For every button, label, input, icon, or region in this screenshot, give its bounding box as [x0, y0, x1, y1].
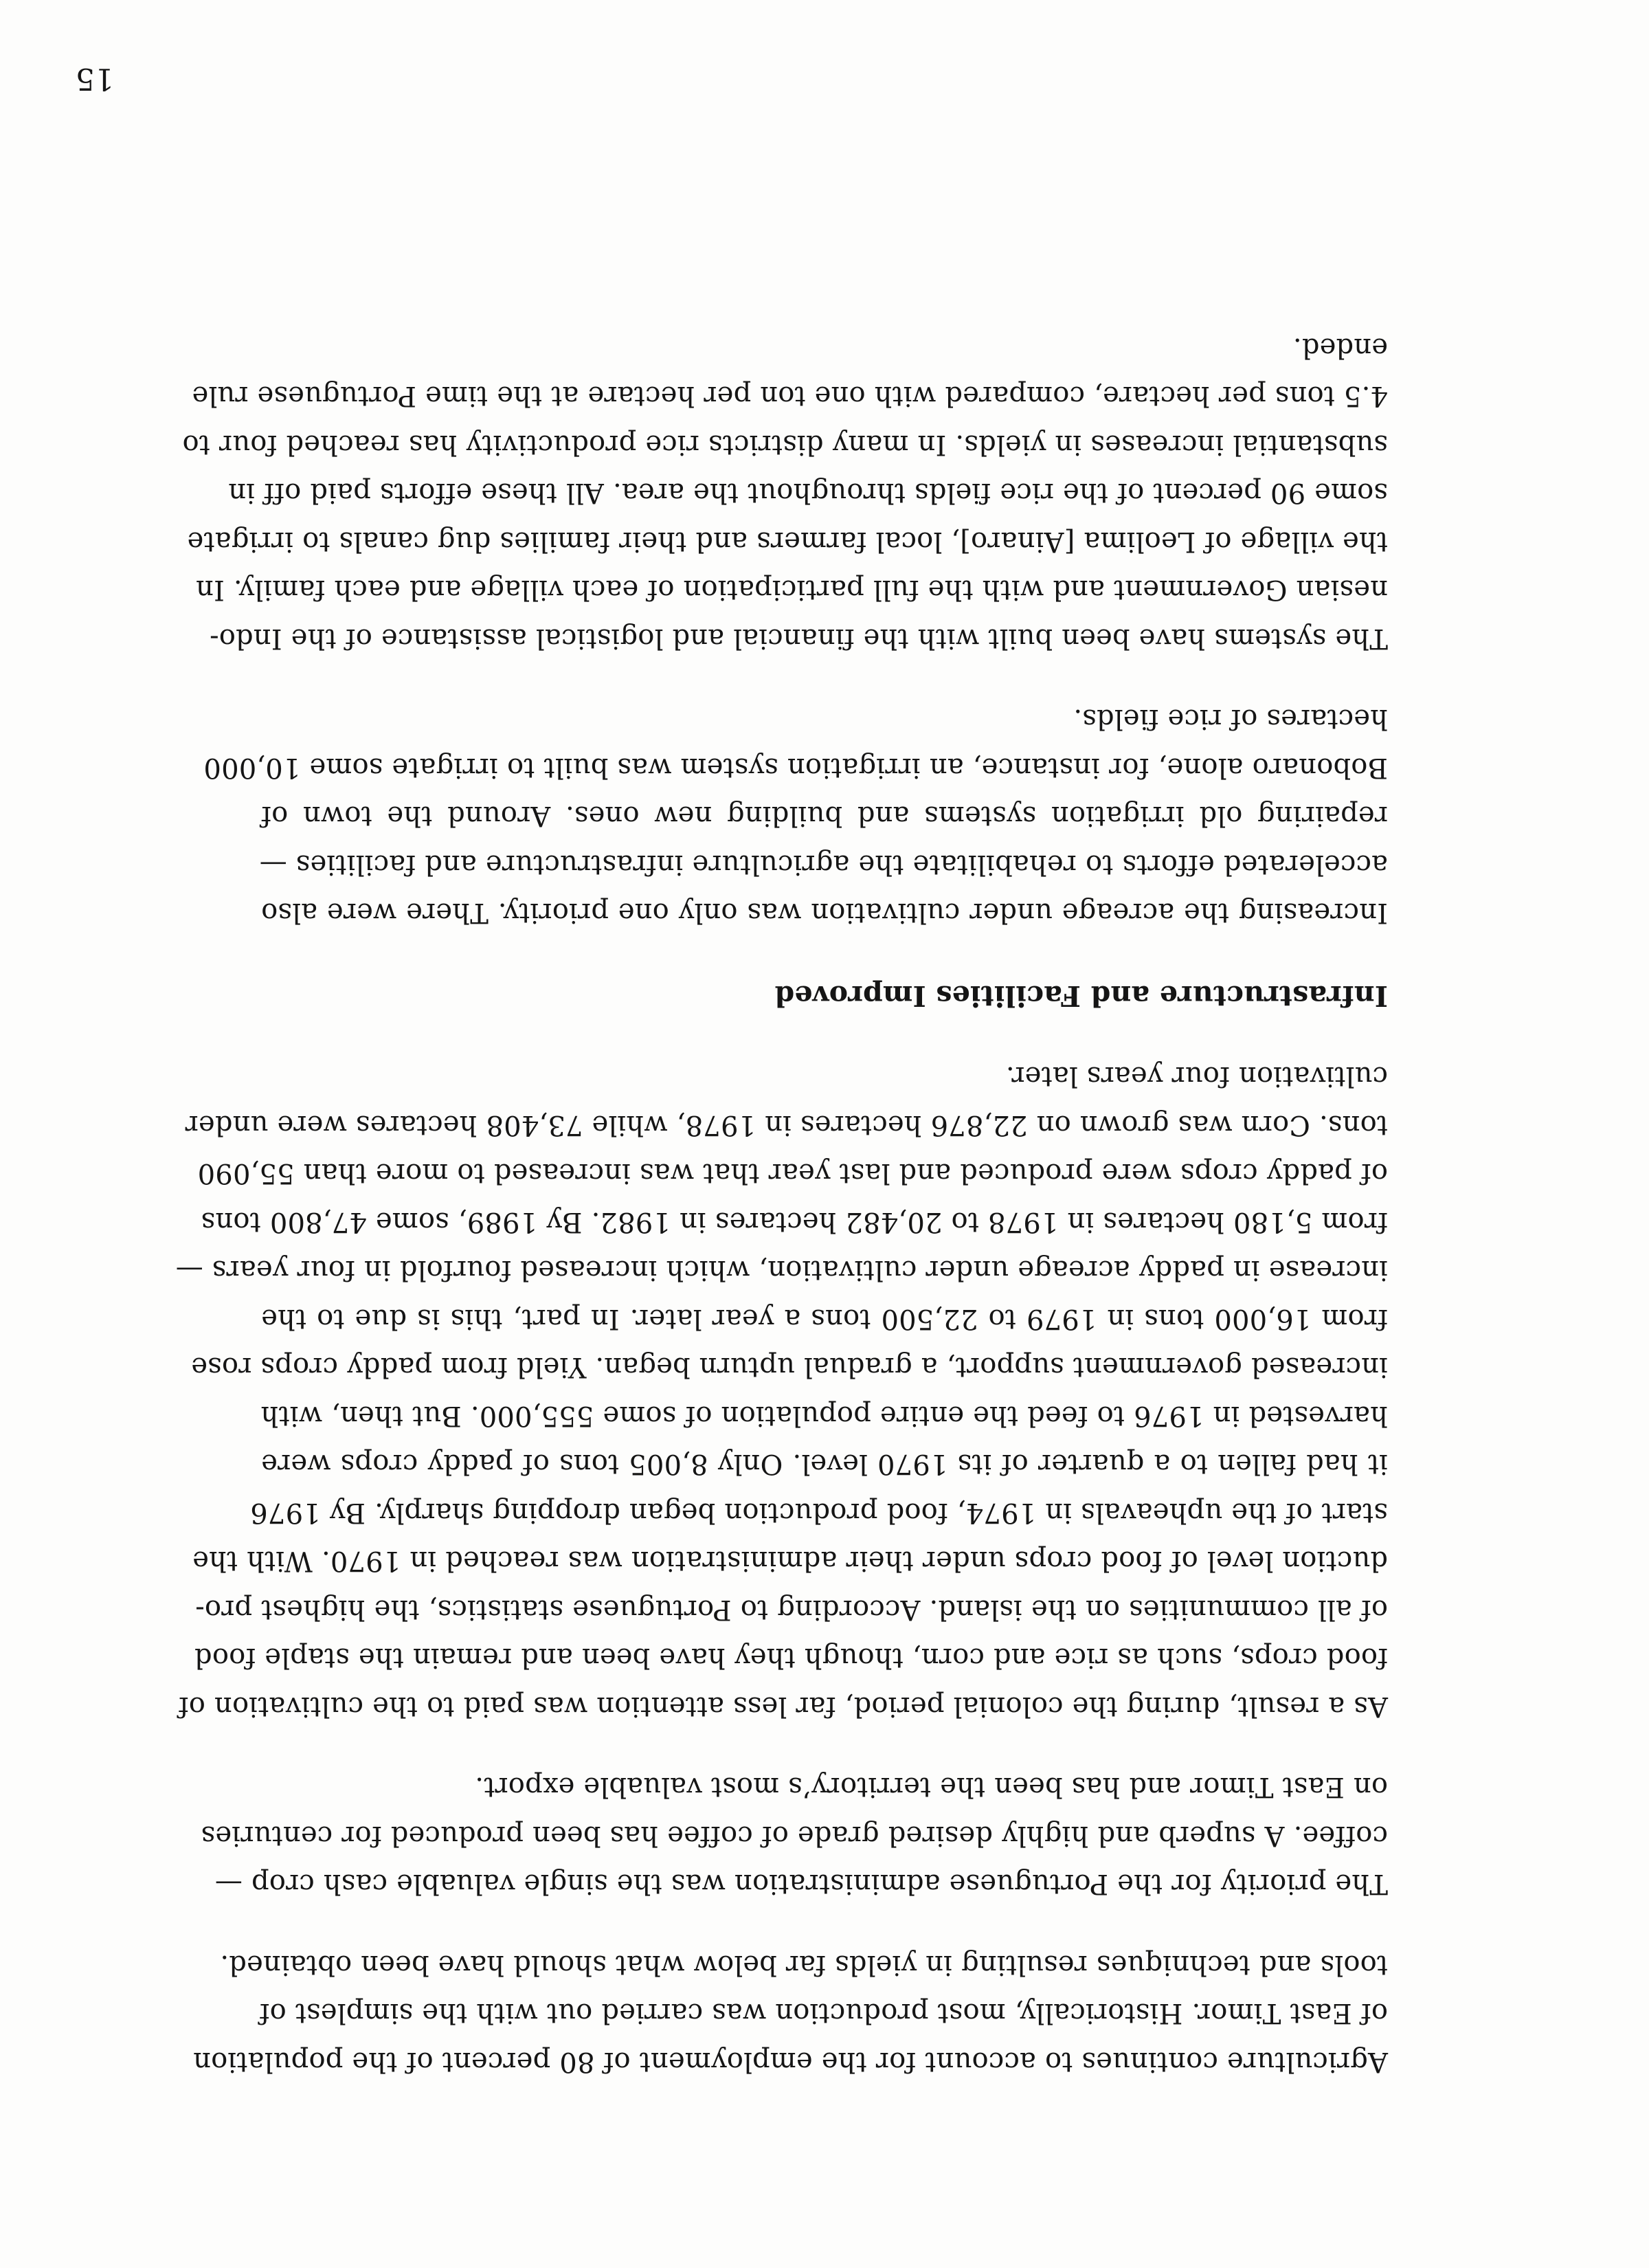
paragraphs-before-heading: [175, 1052, 1388, 2086]
text-line: tools and techniques resulting in yields far below what should have been obtained.: [220, 1949, 1388, 1981]
text-line: As a result, during the colonial period, far less attention was paid to the cultivation of: [178, 1691, 1388, 1722]
text-line: cultivation four years later.: [1005, 1060, 1388, 1093]
text-line: nesian Government and with the full participation of each village and each family. In: [195, 574, 1388, 606]
section-heading: Infrastructure and Facilities Improved: [774, 979, 1388, 1012]
text-line: from 5,180 hectares in 1978 to 20,482 hectares in 1982. By 1989, some 47,800 tons: [201, 1206, 1388, 1238]
text-line: increased government support, a gradual upturn began. Yield from paddy crops rose: [191, 1351, 1388, 1383]
text-line: tons. Corn was grown on 22,876 hectares in 1978, while 73,408 hectares were under: [185, 1109, 1388, 1141]
paragraph: [182, 324, 1388, 663]
text-line: of paddy crops were produced and last year that was increased to more than 55,090: [197, 1157, 1388, 1190]
text-line: substantial increases in yields. In many districts rice productivity has reached four to: [182, 429, 1388, 460]
text-line: of all communities on the island. According to Portuguese statistics, the highest pro-: [195, 1594, 1388, 1625]
text-line: coffee. A superb and highly desired grade of coffee has been produced for centuries: [201, 1820, 1388, 1852]
text-line: some 90 percent of the rice fields throughout the area. All these efforts paid off in: [228, 477, 1388, 509]
text-line: Agriculture continues to account for the employment of 80 percent of the population: [192, 2046, 1388, 2078]
paragraph: [201, 1763, 1388, 1909]
text-line: hectares of rice fields.: [1073, 703, 1388, 735]
text-line: The systems have been built with the financial and logistical assistance of the Indo-: [209, 623, 1388, 654]
text-line: repairing old irrigation systems and building new ones. Around the town of: [261, 800, 1388, 832]
paragraph: [175, 1052, 1388, 1731]
text-line: it had fallen to a quarter of its 1970 level. Only 8,005 tons of paddy crops were: [261, 1448, 1388, 1480]
text-line: the village of Leolima [Ainaro], local farmers and their families dug canals to irrigate: [187, 526, 1388, 557]
text-line: The priority for the Portuguese administration was the single valuable cash crop —: [214, 1868, 1388, 1900]
text-line: Increasing the acreage under cultivation was only one priority. There were also: [261, 897, 1388, 929]
paragraph: [203, 695, 1388, 937]
text-line: increase in paddy acreage under cultivation, which increased fourfold in four years —: [175, 1254, 1388, 1287]
paragraph: [192, 1941, 1388, 2087]
page-number: 15: [76, 61, 114, 96]
text-line: of East Timor. Historically, most production was carried out with the simplest of: [259, 1997, 1388, 2030]
text-line: 4.5 tons per hectare, compared with one ton per hectare at the time Portuguese rule: [192, 380, 1388, 412]
text-line: food crops, such as rice and corn, though they have been and remain the staple food: [194, 1642, 1388, 1674]
paragraphs-after-heading: [182, 324, 1388, 937]
text-line: Bobonaro alone, for instance, an irrigation system was built to irrigate some 10,000: [203, 752, 1388, 783]
text-line: accelerated efforts to rehabilitate the agriculture infrastructure and facilities —: [259, 849, 1388, 880]
text-line: from 16,000 tons in 1979 to 22,500 tons a year later. In part, this is due to the: [261, 1303, 1388, 1335]
text-line: start of the upheavals in 1974, food production began dropping sharply. By 1976: [250, 1497, 1388, 1528]
text-line: harvested in 1976 to feed the entire population of some 555,000. But then, with: [260, 1400, 1388, 1432]
text-line: ended.: [1292, 332, 1388, 364]
text-line: on East Timor and has been the territory’s most valuable export.: [475, 1771, 1388, 1803]
text-line: duction level of food crops under their administration was reached in 1970. With the: [192, 1545, 1388, 1577]
page-body: [175, 291, 1388, 2087]
